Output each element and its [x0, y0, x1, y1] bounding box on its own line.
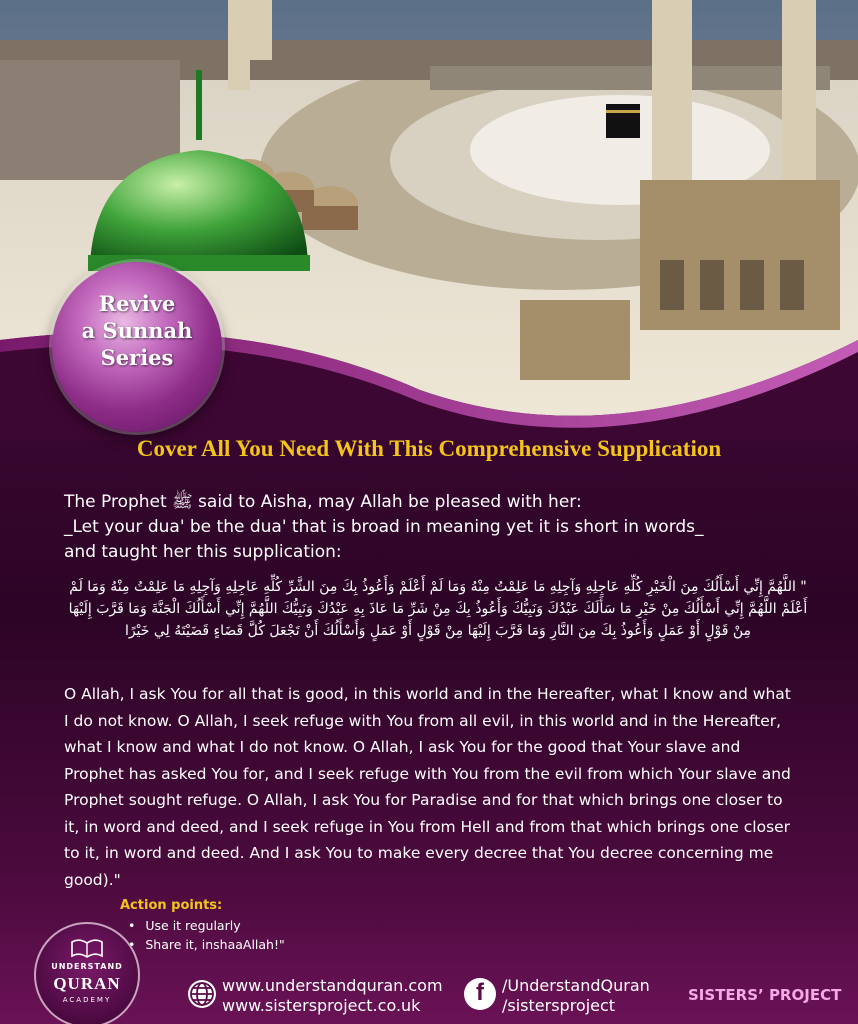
website-link-understandquran[interactable]: www.understandquran.com — [222, 976, 443, 995]
sisters-project-label: SISTERS’ PROJECT — [688, 986, 842, 1004]
badge-line-3: Series — [100, 345, 174, 370]
website-link-sistersproject[interactable]: www.sistersproject.co.uk — [222, 996, 421, 1015]
globe-icon — [186, 978, 218, 1010]
facebook-link-sistersproject[interactable]: /sistersproject — [502, 996, 616, 1015]
facebook-links — [502, 976, 650, 1016]
logo-text-bottom: ACADEMY — [62, 996, 112, 1004]
logo-text-middle: QURAN — [53, 974, 121, 993]
badge-line-2: a Sunnah — [81, 318, 193, 343]
website-links — [222, 976, 443, 1016]
logo-text-top: UNDERSTAND — [51, 962, 123, 971]
facebook-link-understandquran[interactable]: /UnderstandQuran — [502, 976, 650, 995]
action-point-item: • Share it, inshaaAllah!" — [128, 935, 285, 954]
book-icon — [70, 936, 104, 958]
facebook-letter: f — [476, 979, 484, 1006]
action-points-title: Action points: — [120, 898, 223, 913]
badge-line-1: Revive — [98, 291, 176, 316]
page-title: Cover All You Need With This Comprehensive Supplication — [136, 436, 722, 461]
facebook-icon — [464, 978, 496, 1010]
action-point-item: • Use it regularly — [128, 916, 285, 935]
english-translation: O Allah, I ask You for all that is good, in this world and in the Hereafter, what I know and what I do not know. O Allah, I seek refuge with You from all evil, in this world and in the Hereafter, what I know and what I do not know. O Allah, I ask You for the good that Your slave and Prophet has asked You for, and I seek refuge with You from the evil from which Your slave and Prophet sought refuge. O Allah, I ask You for Paradise and for that which brings one closer to it, in word and deed, and I seek refuge in You from Hell and from that which brings one closer to it, in word and deed. And I ask You to make every decree that You decree concerning me good)." — [64, 685, 791, 889]
intro-line-2: _Let your dua' be the dua' that is broad in meaning yet it is short in words_ — [64, 517, 704, 537]
action-points-list — [128, 916, 285, 954]
intro-text — [64, 490, 824, 565]
intro-line-1: The Prophet ﷺ said to Aisha, may Allah be pleased with her: — [64, 492, 582, 512]
intro-line-3: and taught her this supplication: — [64, 542, 342, 562]
arabic-supplication: " اللَّهُمَّ إِنِّي أَسْأَلُكَ مِنَ الْخَيْرِ كُلِّهِ عَاجِلِهِ وَآجِلِهِ مَا عَلِمْتُ مِنْهُ وَمَا لَمْ أَعْلَمْ وَأَعُوذُ بِكَ مِنَ الشَّرِّ كُلِّهِ عَاجِلِهِ وَآجِلِهِ مَا عَلِمْتُ مِنْهُ وَمَا لَمْ أَعْلَمْ اللَّهُمَّ إِنِّي أَسْأَلُكَ مِنْ خَيْرِ مَا سَأَلَكَ عَبْدُكَ وَنَبِيُّكَ وَأَعُوذُ بِكَ مِنْ شَرِّ مَا عَاذَ بِهِ عَبْدُكَ وَنَبِيُّكَ اللَّهُمَّ إِنِّي أَسْأَلُكَ الْجَنَّةَ وَمَا قَرَّبَ إِلَيْهَا مِنْ قَوْلٍ أَوْ عَمَلٍ وَأَعُوذُ بِكَ مِنَ النَّارِ وَمَا قَرَّبَ إِلَيْهَا مِنْ قَوْلٍ أَوْ عَمَلٍ وَأَسْأَلُكَ أَنْ تَجْعَلَ كُلَّ قَضَاءٍ قَضَيْتَهُ لِي خَيْرًا — [68, 579, 808, 639]
series-badge-text — [52, 290, 222, 371]
understand-quran-logo — [34, 922, 140, 1024]
